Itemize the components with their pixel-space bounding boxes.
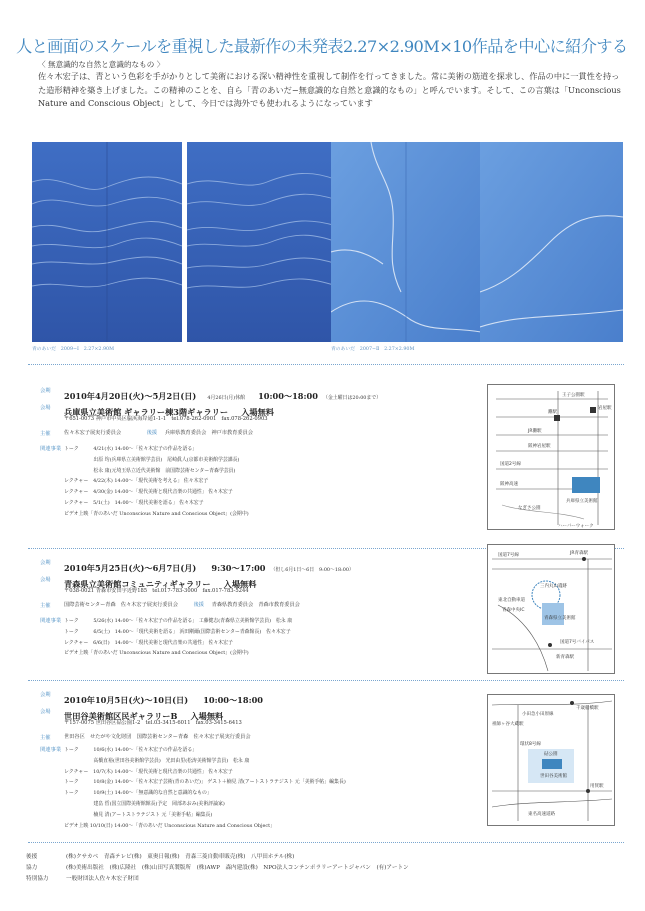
map-label: 青森県立美術館 bbox=[544, 616, 576, 621]
event-line: 出原 均(兵庫県立美術館学芸員) 尾崎眞人(京都市美術館学芸課長) bbox=[64, 456, 240, 463]
event-line: ビデオ上映「青のあいだ Unconscious Nature and Conscious Object」(会期中) bbox=[64, 510, 249, 517]
footer-text: 一般財団法人佐々木宏子財団 bbox=[66, 875, 139, 882]
hours-note: （金土曜日は20:00まで） bbox=[322, 395, 382, 401]
artwork-caption-2: 青のあいだ 2007−Ⅱ 2.27×2.90M bbox=[331, 347, 415, 352]
event-line: トーク 10/6(水) 14:00〜「佐々木宏子の作品を語る」 bbox=[64, 747, 198, 753]
period-note: 4月26日(月)休館 bbox=[207, 395, 245, 401]
map-label: 世田谷美術館 bbox=[540, 774, 567, 779]
support-label: 後援 bbox=[146, 430, 158, 436]
event-line: 松永 康(元埼玉県立近代美術館 前国際芸術センター青森学芸員) bbox=[64, 467, 236, 474]
map-label: 灘駅 bbox=[548, 410, 557, 415]
map-label: なぎさ公園 bbox=[518, 506, 541, 511]
footer-text: (株)美術出版社 (株)広隆社 (株)山田写真製版所 (株)AWP 森内建設(株) NPO法人コンテンポラリーアートジャパン (有)アートン bbox=[66, 864, 409, 871]
events-label: 関連事業 bbox=[40, 747, 62, 753]
footer-label: 特別協力 bbox=[26, 875, 49, 882]
map-label: JR青森駅 bbox=[570, 551, 588, 556]
venue-label: 会場 bbox=[40, 405, 51, 411]
map-label: 祖師ヶ谷大蔵駅 bbox=[492, 722, 524, 727]
map-hyogo bbox=[487, 384, 615, 530]
admission: 入場無料 bbox=[223, 579, 257, 589]
hours-note: （但し6月1日〜6日 9:00〜18:00） bbox=[270, 567, 354, 573]
venue-label: 会場 bbox=[40, 577, 51, 583]
period-label: 会期 bbox=[40, 692, 51, 698]
artwork-image-2007-2 bbox=[331, 142, 481, 342]
event-line: レクチャー 6/6(日) 14:00〜「現代美術と現代音楽の共通性」 佐々木宏子 bbox=[64, 639, 233, 646]
footer-label: 後援 bbox=[26, 854, 38, 860]
admission: 入場無料 bbox=[190, 711, 224, 721]
map-label: 砧公園 bbox=[544, 752, 558, 757]
map-label: 東名高速道路 bbox=[528, 812, 555, 817]
event-line: 高橋直裕(世田谷美術館学芸員) 光田由里(松涛美術館学芸員) 松永 康 bbox=[64, 757, 250, 764]
period-label: 会期 bbox=[40, 388, 51, 394]
map-label: 阪神高速 bbox=[500, 482, 518, 487]
events-label: 関連事業 bbox=[40, 446, 62, 452]
map-label: 国道7号バイパス bbox=[560, 640, 595, 645]
event-line: ビデオ上映 10/10(日) 14:00〜「青のあいだ Unconscious Nature and Conscious Object」 bbox=[64, 822, 276, 829]
map-label: 新青森駅 bbox=[556, 655, 574, 660]
period-dates: 2010年10月5日(火)〜10日(日) bbox=[64, 695, 189, 705]
divider bbox=[28, 842, 624, 843]
map-label: 岩屋駅 bbox=[598, 406, 612, 411]
map-label: 王子公園駅 bbox=[562, 393, 585, 398]
map-label: JR灘駅 bbox=[528, 429, 542, 434]
map-label: 青森中央IC bbox=[502, 608, 525, 613]
organizer-label: 主催 bbox=[40, 603, 51, 609]
artwork-caption-1: 青のあいだ 2009−Ⅰ 2.27×2.90M bbox=[32, 347, 114, 352]
venue-name: 青森県立美術館コミュニティギャラリー bbox=[64, 579, 211, 589]
event-line: トーク 10/8(金) 14:00〜「佐々木宏子芸術(青のあいだ)」 ゲスト＋楠見 清(アートストラテジスト 元「美術手帖」編集長) bbox=[64, 779, 346, 786]
venue-label: 会場 bbox=[40, 709, 51, 715]
subhead: 〈 無意識的な自然と意識的なもの 〉 bbox=[38, 60, 165, 69]
event-line: ビデオ上映「青のあいだ Unconscious Nature and Conscious Object」(会期中) bbox=[64, 650, 249, 657]
artwork-image-2009-1 bbox=[32, 142, 182, 342]
event-line: トーク 6/5(土) 14:00〜「現代美術を語る」 浜田剛爾(国際芸術センター青森館長) 佐々木宏子 bbox=[64, 628, 291, 635]
support: 兵庫県教育委員会 神戸市教育委員会 bbox=[164, 430, 253, 436]
footer-credits bbox=[26, 852, 626, 884]
events-list bbox=[64, 616, 292, 659]
venue-address: 〒651-0073 神戸市中央区脇浜海岸通1-1-1 tel.078-262-0901 fax.078-262-0903 bbox=[64, 416, 268, 422]
event-line: レクチャー 5/1(土) 14:00〜「現代美術を語る」 佐々木宏子 bbox=[64, 499, 204, 506]
event-line: トーク 4/21(水) 14:00〜「佐々木宏子の作品を語る」 bbox=[64, 446, 198, 452]
artwork-image-2009-1-right bbox=[187, 142, 337, 342]
map-label: 用賀駅 bbox=[590, 784, 604, 789]
organizer: 世田谷区 せたがや文化財団 国際芸術センター青森 佐々木宏子展実行委員会 bbox=[64, 734, 251, 740]
admission: 入場無料 bbox=[241, 407, 274, 417]
period-label: 会期 bbox=[40, 560, 51, 566]
hours: 9:30〜17:00 bbox=[211, 563, 266, 573]
venue-name: 世田谷美術館区民ギャラリーB bbox=[64, 711, 178, 721]
events-list bbox=[64, 444, 249, 520]
event-line: 楠見 清(アートストラテジスト 元「美術手帖」編集長) bbox=[64, 811, 213, 818]
venue-name: 兵庫県立美術館 ギャラリー棟3階ギャラリー bbox=[64, 407, 229, 417]
artwork-image-2007-2-right bbox=[480, 142, 623, 342]
map-label: ハーバーウォーク bbox=[558, 524, 594, 529]
support-label: 後援 bbox=[193, 602, 204, 608]
hours: 10:00〜18:00 bbox=[258, 391, 318, 401]
map-label: 阪神岩屋駅 bbox=[528, 444, 551, 449]
map-setagaya bbox=[487, 694, 615, 826]
map-label: 環状8号線 bbox=[520, 742, 541, 747]
organizer: 佐々木宏子展実行委員会 bbox=[64, 430, 122, 436]
event-line: トーク 5/26(水) 14:00〜「佐々木宏子の作品を語る」 工藤健志(青森県立美術館学芸員) 松永 康 bbox=[64, 618, 293, 624]
venue-address: 〒157-0075 世田谷区砧公園1-2 tel.03-3415-6011 fax.03-3415-6413 bbox=[64, 720, 242, 726]
map-label: 兵庫県立美術館 bbox=[566, 499, 598, 504]
intro-text: 佐々木宏子は、青という色彩を手がかりとして美術における深い精神性を重視して制作を行ってきました。常に美術の筋道を探求し、作品の中に一貫性を持った造形精神を築き上げました。この精神のことを、自ら「青のあいだ−無意識的な自然と意識的なもの」と呼んでいます。そして、この言葉は「Unconscious Nature and Conscious Object」として、今日では海外でも使われるようになっています bbox=[38, 71, 621, 108]
event-line: トーク 10/9(土) 14:00〜「無意識的な自然と意識的なもの」 bbox=[64, 790, 212, 797]
venue-address: 〒038-0021 青森市安田字近野185 tel.017-783-3000 fax.017-783-5244 bbox=[64, 588, 249, 594]
events-list bbox=[64, 745, 346, 831]
footer-row-support bbox=[26, 852, 626, 863]
divider bbox=[28, 680, 624, 681]
map-label: 千歳船橋駅 bbox=[576, 706, 599, 711]
footer-text: (株)クサカベ 青森テレビ(株) 東奥日報(株) 青森三菱自動車販売(株) 八甲田ホテル(株) bbox=[66, 854, 295, 860]
event-line: 建畠 晢(国立国際美術館館長)予定 岡部あおみ(美術評論家) bbox=[64, 800, 225, 807]
support: 青森県教育委員会 青森市教育委員会 bbox=[211, 602, 300, 608]
organizer-label: 主催 bbox=[40, 431, 51, 437]
footer-row-cooperation bbox=[26, 863, 626, 874]
map-label: 国道7号線 bbox=[498, 553, 519, 558]
hours: 10:00〜18:00 bbox=[203, 695, 263, 705]
period-dates: 2010年5月25日(火)〜6月7日(月) bbox=[64, 563, 197, 573]
event-line: レクチャー 10/7(木) 14:00〜「現代美術と現代音楽の共通性」 佐々木宏子 bbox=[64, 768, 233, 775]
organizer: 国際芸術センター青森 佐々木宏子展実行委員会 bbox=[64, 602, 178, 608]
map-label: 東北自動車道 bbox=[498, 598, 525, 603]
map-aomori bbox=[487, 544, 615, 674]
organizer-label: 主催 bbox=[40, 735, 51, 741]
events-label: 関連事業 bbox=[40, 618, 62, 624]
divider bbox=[28, 364, 624, 365]
headline: 人と画面のスケールを重視した最新作の未発表2.27×2.90M×10作品を中心に紹介する bbox=[16, 37, 628, 56]
map-label: 国道2号線 bbox=[500, 462, 521, 467]
period-dates: 2010年4月20日(火)〜5月2日(日) bbox=[64, 391, 197, 401]
event-line: レクチャー 4/22(木) 14:00〜「現代美術を考える」 佐々木宏子 bbox=[64, 478, 209, 485]
event-line: レクチャー 4/30(金) 14:00〜「現代美術と現代音楽の共通性」 佐々木宏子 bbox=[64, 489, 233, 496]
map-label: 三内丸山遺跡 bbox=[540, 584, 567, 589]
footer-row-special bbox=[26, 874, 626, 885]
map-label: 小田急小田原線 bbox=[522, 712, 554, 717]
footer-label: 協力 bbox=[26, 864, 38, 871]
